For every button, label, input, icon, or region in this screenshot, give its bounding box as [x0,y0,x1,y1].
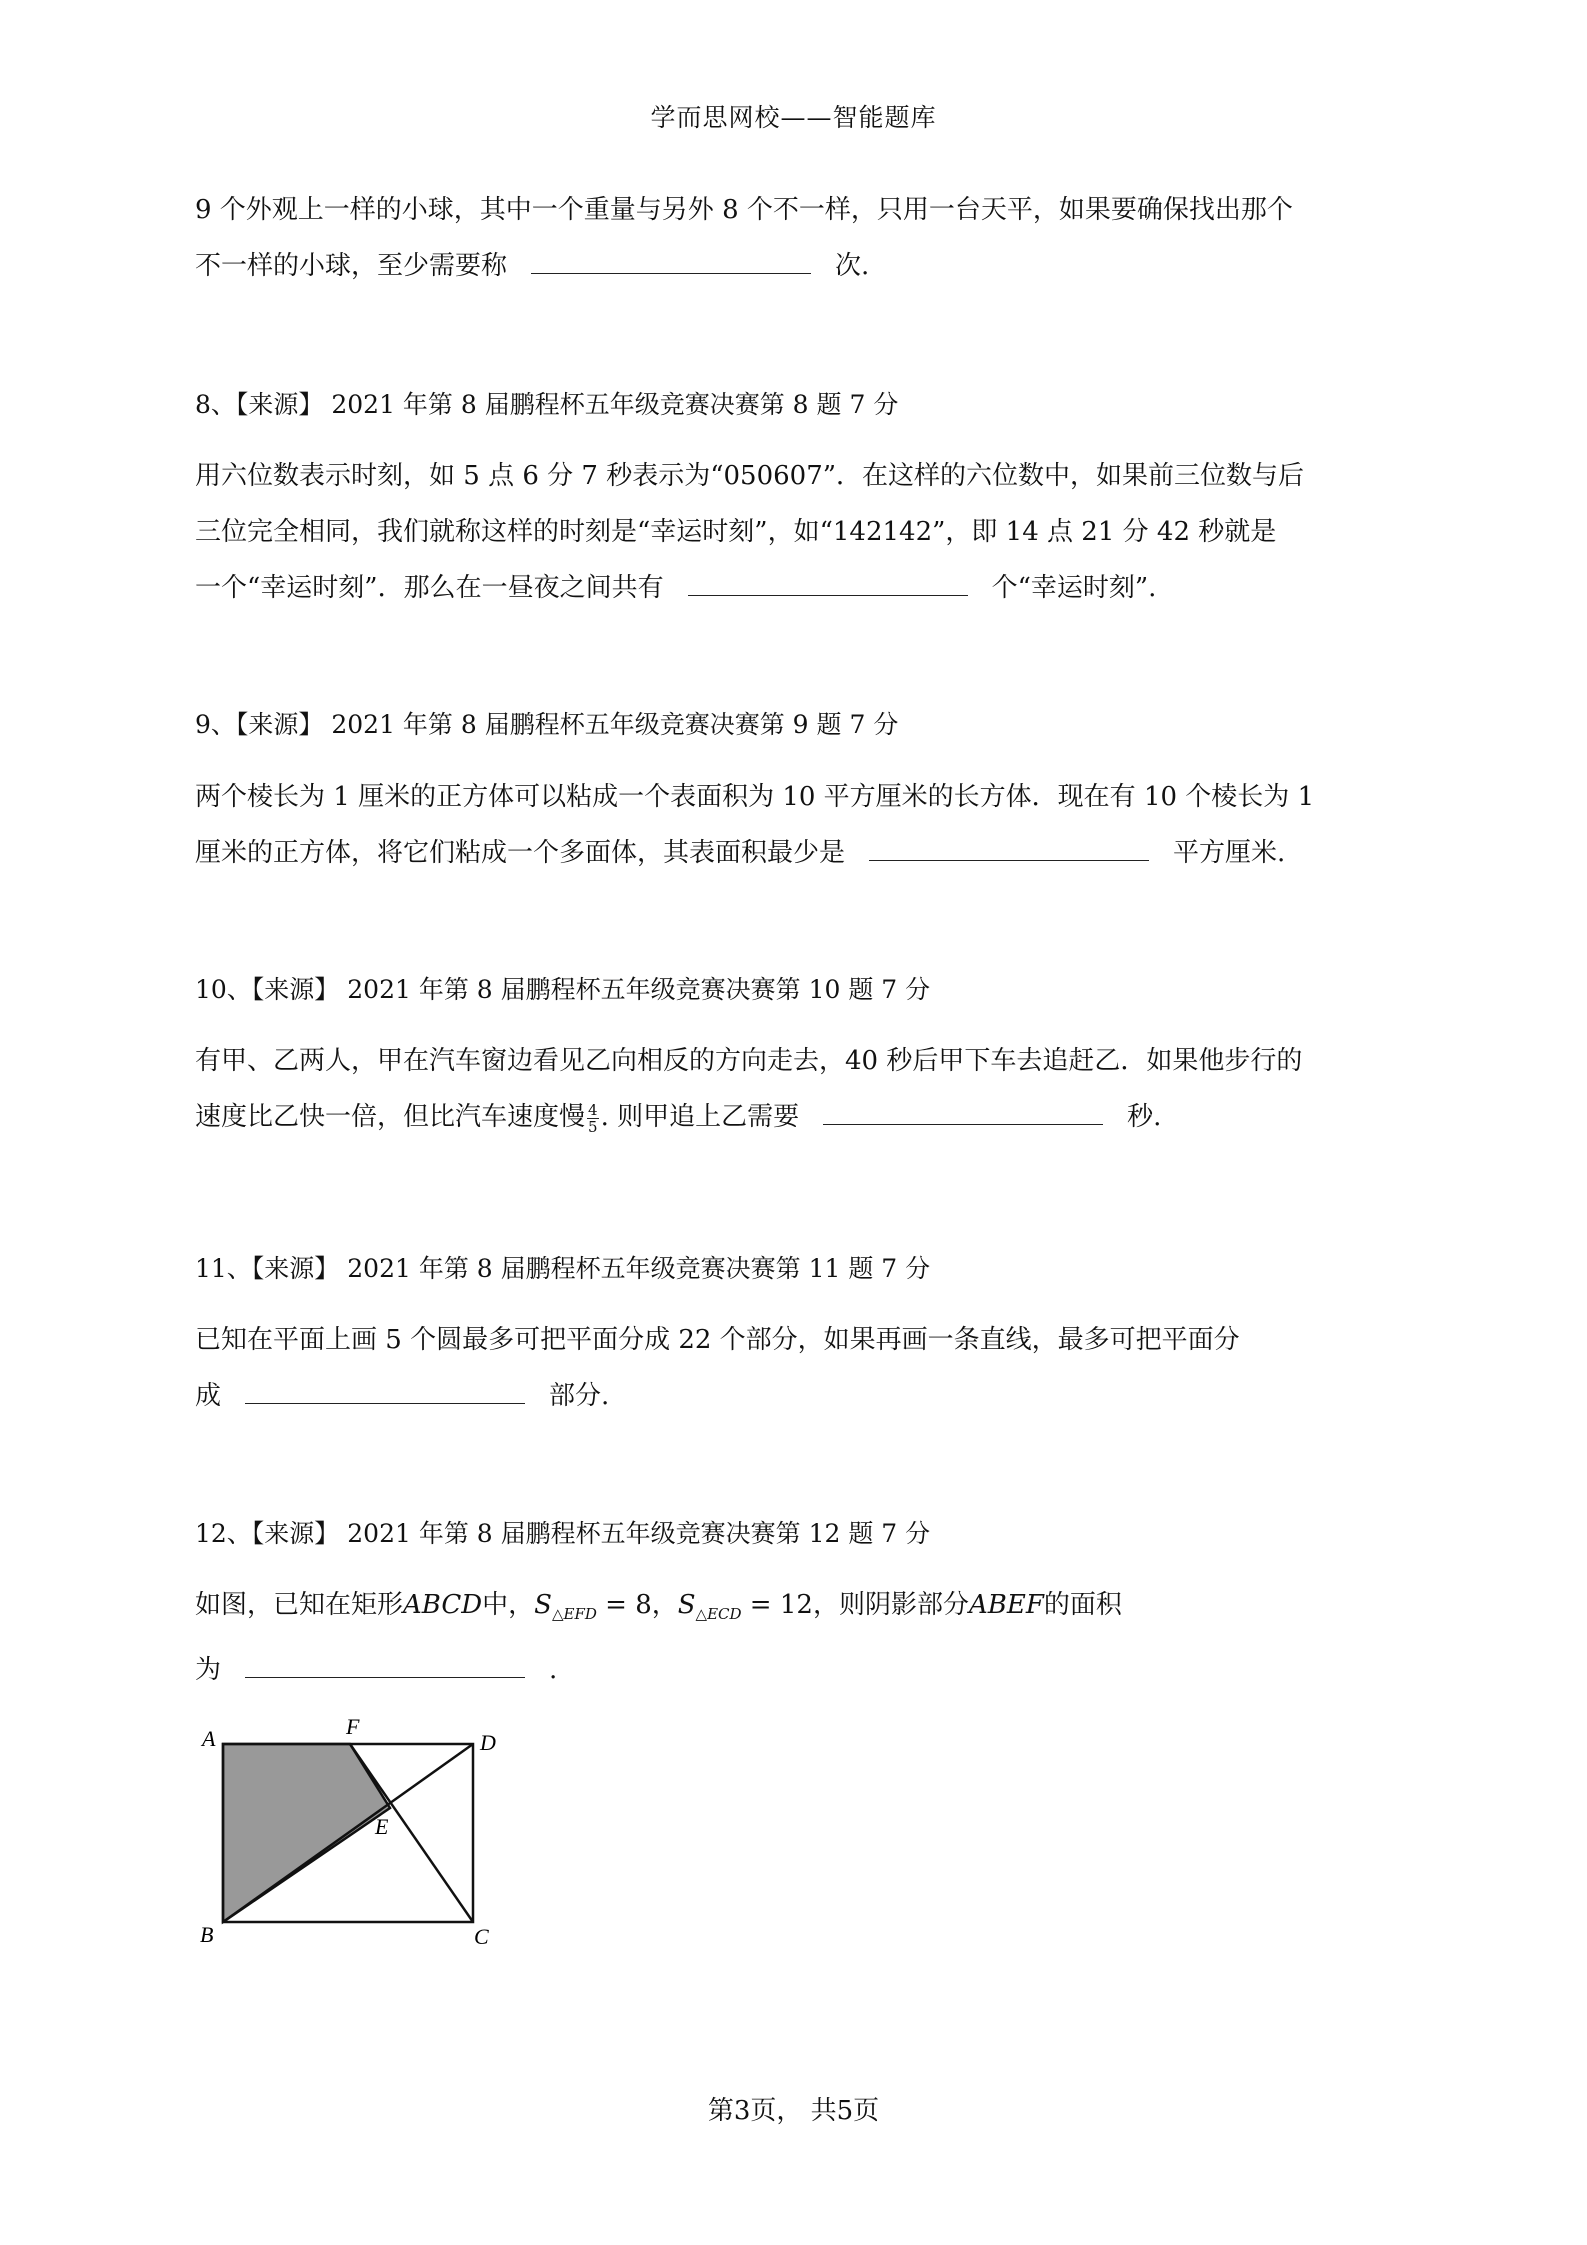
page-footer: 第3页， 共5页 [707,2096,880,2126]
q12-text-1: 如图，已知在矩形 [195,1590,404,1620]
q9-answer-blank[interactable] [869,834,1149,861]
question-11-body [195,1312,1405,1424]
q10-answer-blank[interactable] [823,1098,1103,1125]
fraction-numerator: 4 [588,1100,598,1119]
question-10-body [195,1033,1405,1145]
q10-text-2: . 则甲追上乙需要 [600,1102,800,1132]
q8-line-3 [195,560,1405,616]
question-12-body [195,1577,1405,1698]
q10-source: 10、【来源】 2021 年第 8 届鹏程杯五年级竞赛决赛第 10 题 7 分 [195,975,931,1004]
q9-source: 9、【来源】 2021 年第 8 届鹏程杯五年级竞赛决赛第 9 题 7 分 [195,710,899,739]
q7-text: 不一样的小球，至少需要称 [195,251,508,281]
q12-eq-1: = 8， [596,1590,678,1620]
q12-answer-blank[interactable] [245,1651,525,1678]
q11-line-1: 已知在平面上画 5 个圆最多可把平面分成 22 个部分，如果再画一条直线，最多可把平面分 [195,1325,1240,1355]
q8-source: 8、【来源】 2021 年第 8 届鹏程杯五年级竞赛决赛第 8 题 7 分 [195,390,899,419]
label-d: D [480,1730,496,1755]
question-8-body [195,448,1405,616]
q12-area-symbol-1: S [534,1590,552,1620]
q7-line-2 [195,238,1405,294]
q11-text: 成 [195,1381,222,1411]
question-7 [195,182,1405,294]
question-10 [195,970,1405,1010]
q12-line-1 [195,1577,1405,1642]
question-12 [195,1514,1405,1554]
q12-end: . [549,1655,558,1686]
q11-source: 11、【来源】 2021 年第 8 届鹏程杯五年级竞赛决赛第 11 题 7 分 [195,1254,931,1283]
label-a: A [202,1726,216,1751]
label-c: C [474,1924,489,1949]
q11-line-2 [195,1368,1405,1424]
q10-line-1: 有甲、乙两人，甲在汽车窗边看见乙向相反的方向走去，40 秒后甲下车去追赶乙．如果他步行的 [195,1046,1303,1076]
q8-answer-blank[interactable] [688,569,968,596]
q8-line-2: 三位完全相同，我们就称这样的时刻是“幸运时刻”，如“142142”，即 14 点 21 分 42 秒就是 [195,517,1277,547]
q8-text: 一个“幸运时刻”．那么在一昼夜之间共有 [195,573,664,603]
question-11 [195,1249,1405,1289]
q12-text-3: 的面积 [1043,1590,1122,1620]
fraction-denominator: 5 [588,1117,598,1136]
q8-unit: 个“幸运时刻”. [991,573,1157,603]
q12-source: 12、【来源】 2021 年第 8 届鹏程杯五年级竞赛决赛第 12 题 7 分 [195,1519,931,1548]
question-8 [195,385,1405,425]
q7-line-1: 9 个外观上一样的小球，其中一个重量与另外 8 个不一样，只用一台天平，如果要确保找出那个 [195,195,1293,225]
rectangle-figure [190,1700,510,1960]
q9-line-2 [195,825,1405,881]
q8-line-1: 用六位数表示时刻，如 5 点 6 分 7 秒表示为“050607”．在这样的六位数中，如果前三位数与后 [195,461,1305,491]
q9-line-1: 两个棱长为 1 厘米的正方体可以粘成一个表面积为 10 平方厘米的长方体．现在有 10 个棱长为 1 [195,782,1315,812]
q11-answer-blank[interactable] [245,1377,525,1404]
q12-text-4: 为 [195,1655,222,1686]
q12-line-2 [195,1642,1405,1698]
q10-line-2 [195,1089,1405,1145]
q10-fraction [587,1102,599,1135]
q12-text-2: 中， [482,1590,535,1620]
page-header: 学而思网校——智能题库 [650,103,937,132]
q7-unit: 次. [835,251,870,281]
label-b: B [200,1922,214,1947]
shaded-region [223,1744,390,1922]
question-9-body [195,769,1405,881]
label-f: F [346,1714,360,1739]
q10-text: 速度比乙快一倍，但比汽车速度慢 [195,1102,586,1132]
label-e: E [375,1814,389,1839]
q12-eq-2: = 12，则阴影部分 [741,1590,969,1620]
q11-unit: 部分. [549,1381,610,1411]
q9-unit: 平方厘米. [1173,838,1286,868]
q7-answer-blank[interactable] [531,247,811,274]
question-9 [195,705,1405,745]
q12-area-sub-2: △ECD [695,1605,742,1624]
q12-area-sub-1: △EFD [551,1605,597,1624]
q10-unit: 秒. [1127,1102,1162,1132]
q12-area-symbol-2: S [677,1590,696,1620]
q12-shade-name: ABEF [968,1590,1044,1620]
q12-rect-name: ABCD [403,1590,483,1620]
q9-text: 厘米的正方体，将它们粘成一个多面体，其表面积最少是 [195,838,846,868]
segment-fc [350,1744,473,1922]
